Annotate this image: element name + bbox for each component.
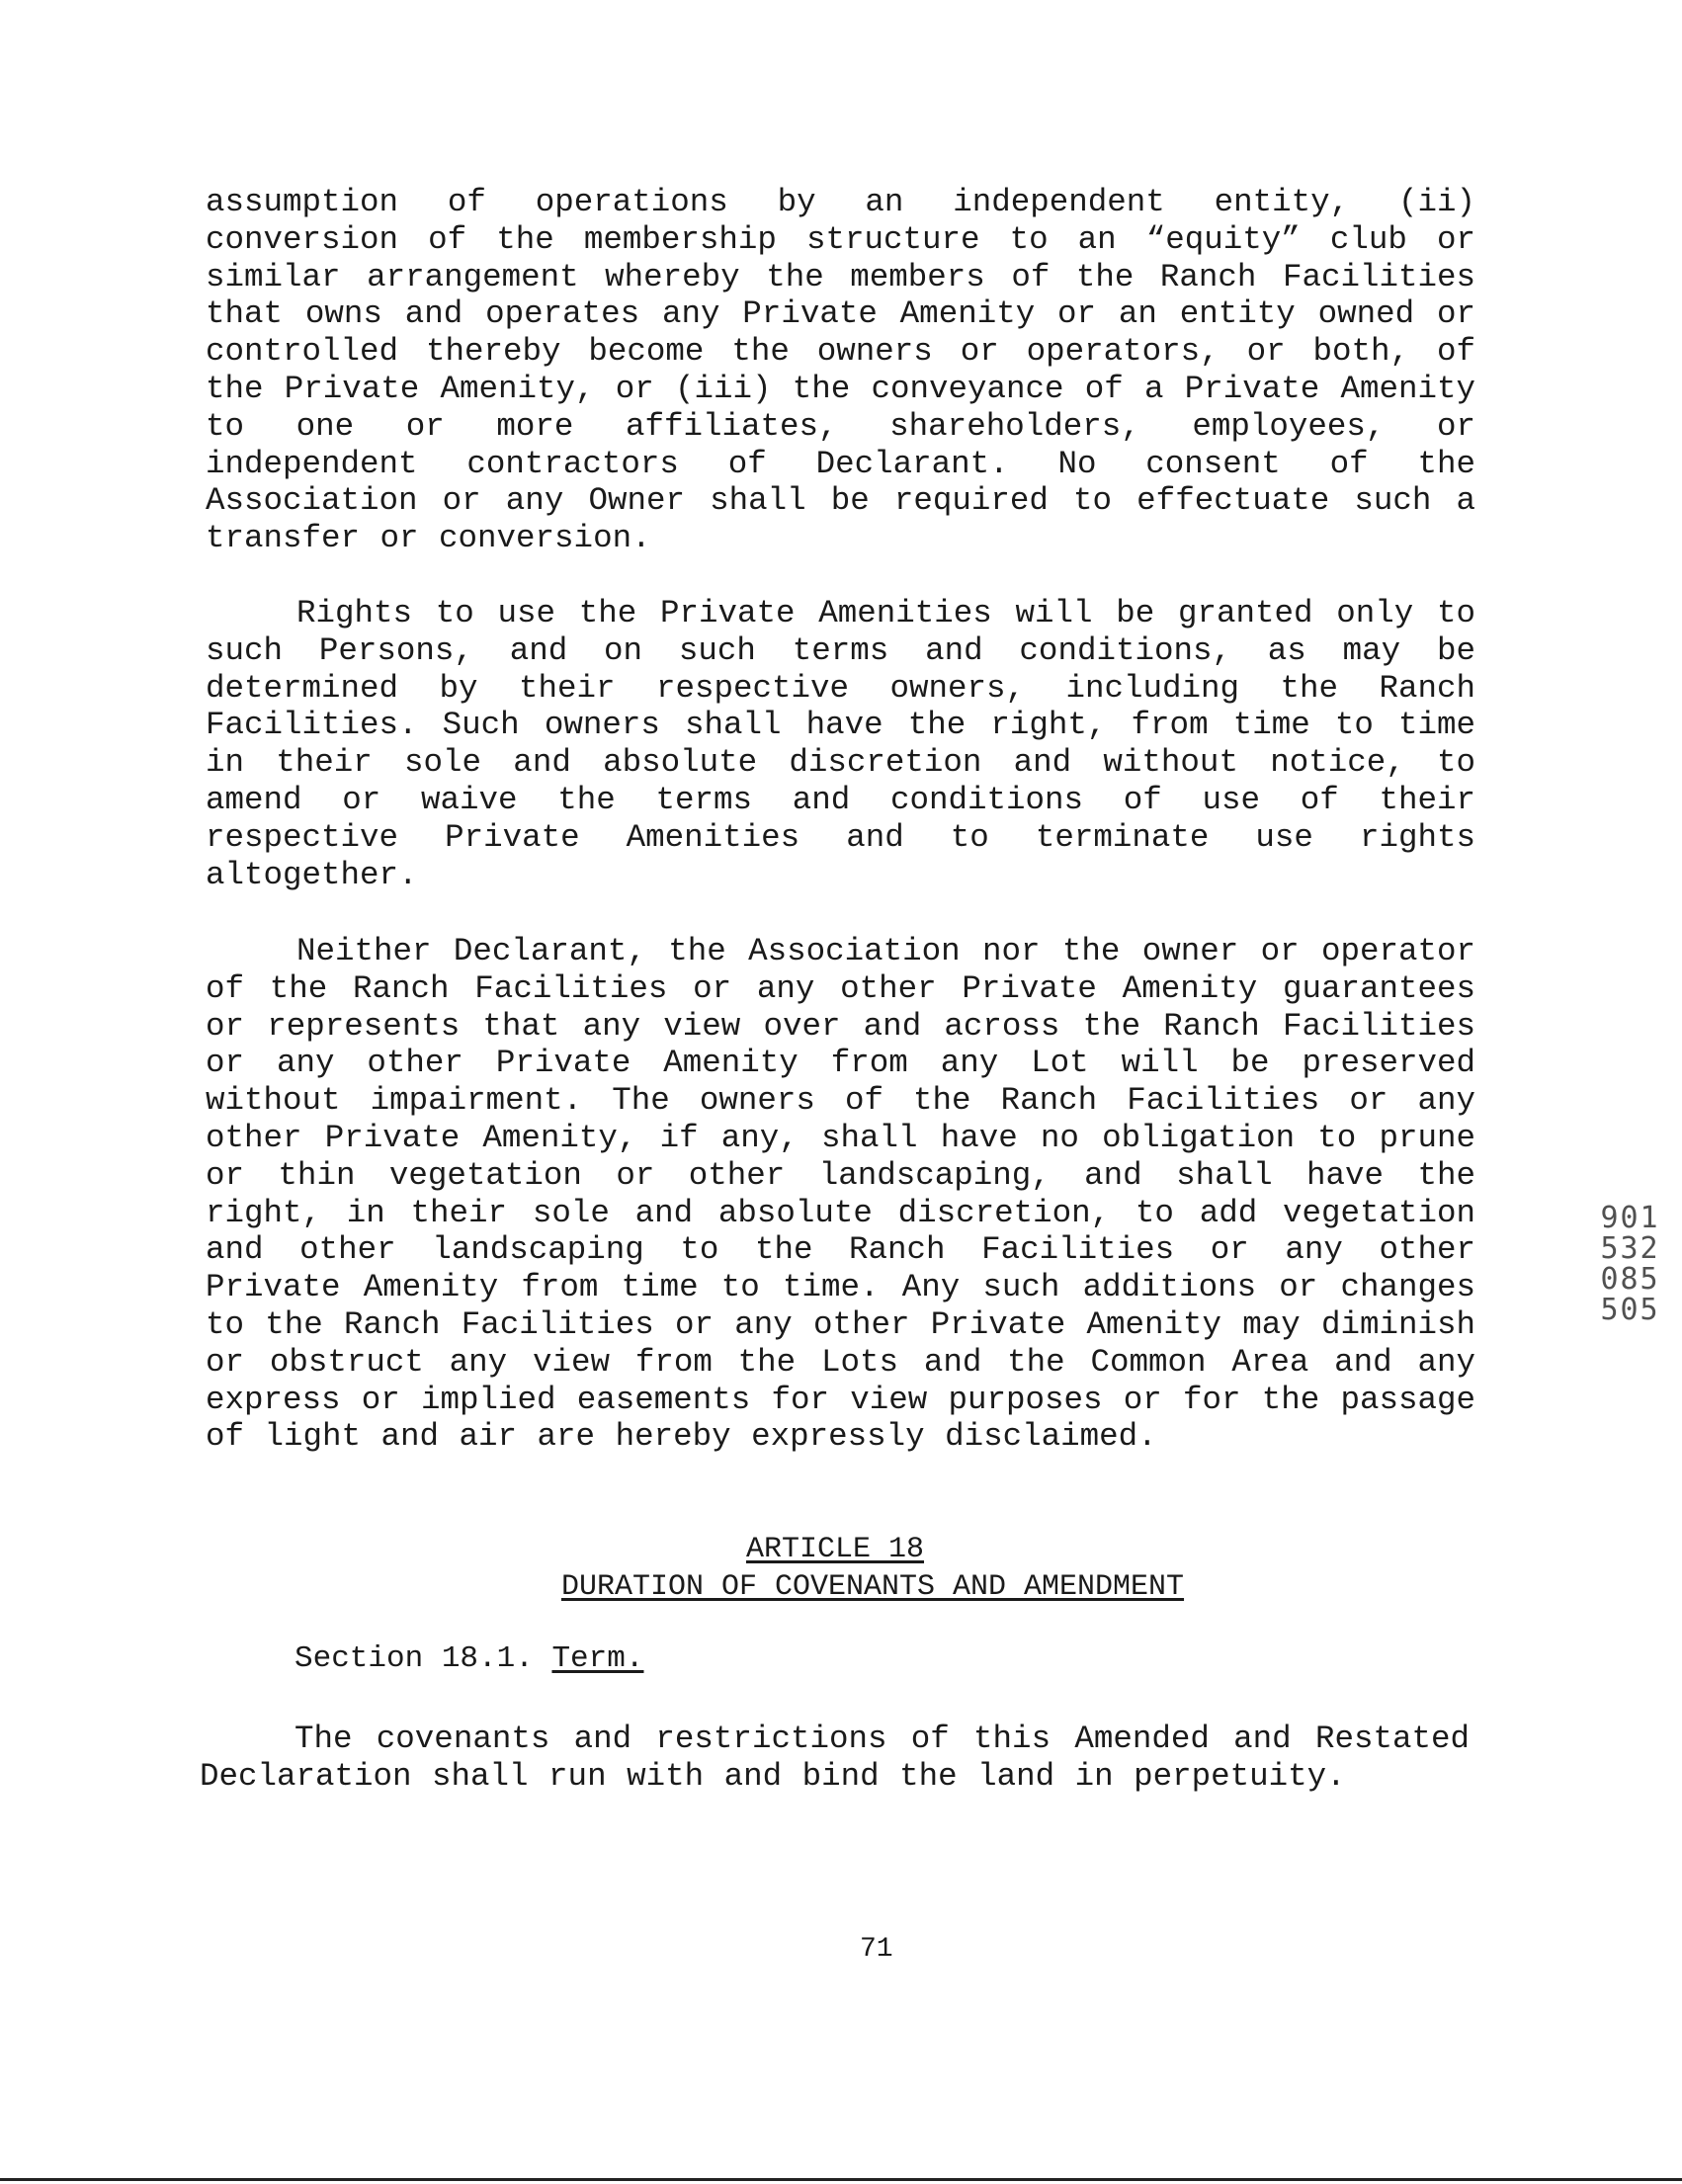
article-title-heading: [32, 1569, 1682, 1605]
section-title: Term.: [551, 1641, 644, 1676]
paragraph-view-disclaimer: Neither Declarant, the Association nor the owner or operator of the Ranch Facilities or any other Private Amenity guarantees or represents that any view over and across the Ranch Facilities or any other Private Amenity from any Lot will be preserved without impairment. The owners of the Ranch Facilities or any other Private Amenity, if any, shall have no obligation to prune or thin vegetation or other landscaping, and shall have the right, in their sole and absolute discretion, to add vegetation and other landscaping to the Ranch Facilities or any other Private Amenity from time to time. Any such additions or changes to the Ranch Facilities or any other Private Amenity may diminish or obstruct any view from the Lots and the Common Area and any express or implied easements for view purposes or for the passage of light and air are hereby expressly disclaimed.: [206, 933, 1475, 1456]
paragraph-transfer-of-amenities: assumption of operations by an independent entity, (ii) conversion of the membership structure to an “equity” club or similar arrangement whereby the members of the Ranch Facilities that owns and operates any Private Amenity or an entity owned or controlled thereby become the owners or operators, or both, of the Private Amenity, or (iii) the conveyance of a Private Amenity to one or more affiliates, shareholders, employees, or independent contractors of Declarant. No consent of the Association or any Owner shall be required to effectuate such a transfer or conversion.: [206, 184, 1475, 557]
section-heading: [294, 1641, 643, 1677]
paragraph-rights-to-use: Rights to use the Private Amenities will be granted only to such Persons, and on such terms and conditions, as may be determined by their respective owners, including the Ranch Facilities. Such owners shall have the right, from time to time in their sole and absolute discretion and without notice, to amend or waive the terms and conditions of use of their respective Private Amenities and to terminate use rights altogether.: [206, 595, 1475, 893]
paragraph-term: The covenants and restrictions of this Amended and Restated Declaration shall run with and bind the land in perpetuity.: [200, 1721, 1470, 1795]
article-title: DURATION OF COVENANTS AND AMENDMENT: [560, 1570, 1185, 1604]
article-number: ARTICLE 18: [745, 1533, 925, 1566]
article-number-heading: [0, 1532, 1676, 1567]
section-prefix: Section 18.1.: [294, 1641, 534, 1676]
margin-stamp: 1255 0380 9505: [1592, 1201, 1666, 1323]
page-number: 71: [860, 1934, 893, 1965]
page-bottom-edge: [0, 2178, 1682, 2181]
